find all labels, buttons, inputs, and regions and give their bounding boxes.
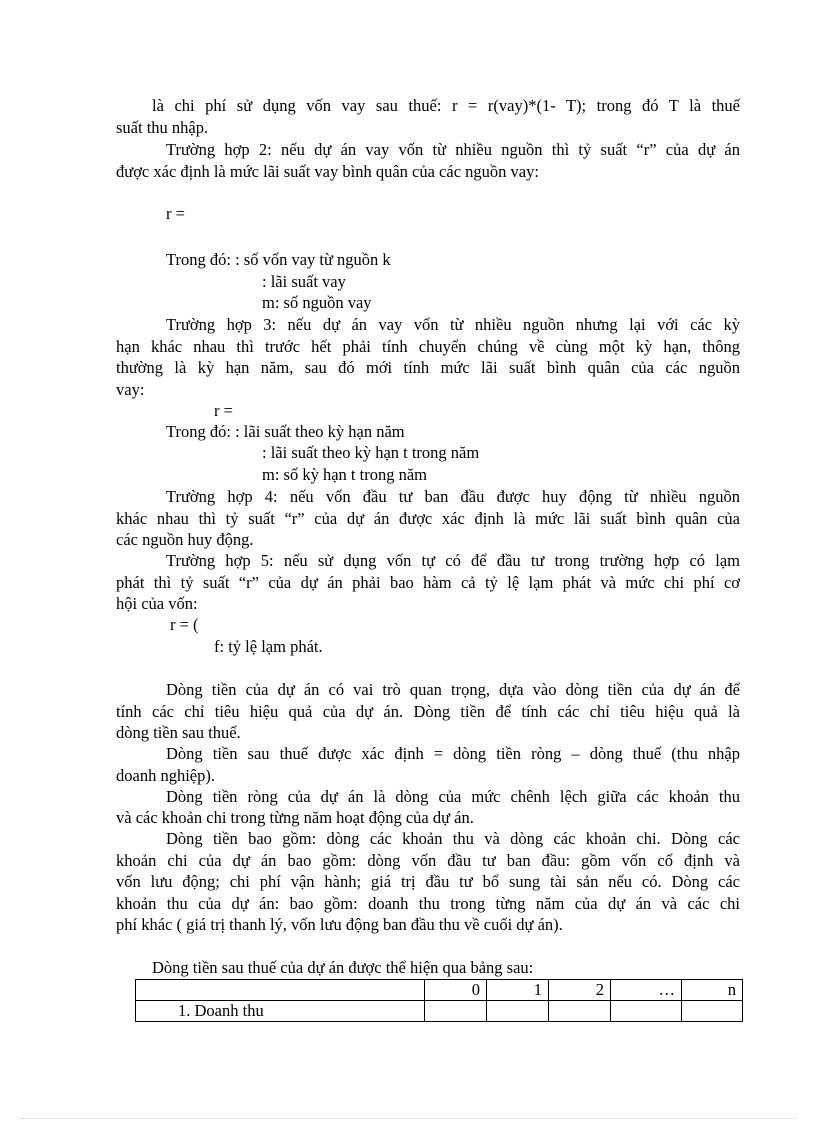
- definition-line: m: số kỳ hạn t trong năm: [262, 465, 427, 484]
- paragraph-line: Dòng tiền bao gồm: dòng các khoản thu và dòng các khoản chi. Dòng các: [166, 829, 740, 848]
- table-row: [136, 1001, 743, 1022]
- paragraph-line: khoản thu của dự án: bao gồm: doanh thu trong từng năm của dự án và các chi: [116, 894, 740, 913]
- paragraph-line: được xác định là mức lãi suất vay bình quân của các nguồn vay:: [116, 162, 539, 181]
- paragraph-line: khác nhau thì tỷ suất “r” của dự án được xác định là mức lãi suất bình quân của: [116, 509, 740, 528]
- definition-line: f: tỷ lệ lạm phát.: [214, 637, 323, 656]
- table-cell: [611, 1001, 682, 1022]
- table-header-cell: 0: [425, 980, 487, 1001]
- paragraph-line: suất thu nhập.: [116, 118, 209, 137]
- paragraph-line: Dòng tiền ròng của dự án là dòng của mức chênh lệch giữa các khoản thu: [166, 787, 740, 806]
- formula-line: r = (: [170, 615, 199, 634]
- formula-line: r =: [166, 204, 185, 223]
- paragraph-line: vay:: [116, 380, 145, 399]
- table-header-row: [136, 980, 743, 1001]
- table-cell: [487, 1001, 549, 1022]
- paragraph-line: vốn lưu động; chi phí vận hành; giá trị đầu tư bổ sung tài sản nếu có. Dòng các: [116, 872, 740, 891]
- paragraph-line: dòng tiền sau thuế.: [116, 723, 241, 742]
- table-cell: [549, 1001, 611, 1022]
- formula-line: r =: [214, 401, 233, 420]
- definition-line: Trong đó: : số vốn vay từ nguồn k: [166, 250, 391, 269]
- table-cell: [425, 1001, 487, 1022]
- table-header-cell: …: [611, 980, 682, 1001]
- table-caption: Dòng tiền sau thuế của dự án được thể hiện qua bảng sau:: [152, 958, 534, 977]
- paragraph-line: phí khác ( giá trị thanh lý, vốn lưu động ban đầu thu về cuối dự án).: [116, 915, 563, 934]
- paragraph-line: doanh nghiệp).: [116, 766, 215, 785]
- paragraph-line: hội của vốn:: [116, 594, 198, 613]
- paragraph-line: Trường hợp 3: nếu dự án vay vốn từ nhiều nguồn nhưng lại với các kỳ: [166, 315, 740, 334]
- definition-line: m: số nguồn vay: [262, 293, 372, 312]
- paragraph-line: khoản chi của dự án bao gồm: dòng vốn đầu tư ban đầu: gồm vốn cố định và: [116, 851, 740, 870]
- table-cell: [682, 1001, 743, 1022]
- paragraph-line: hạn khác nhau thì trước hết phải tính chuyển chúng về cùng một kỳ hạn, thông: [116, 337, 740, 356]
- paragraph-line: là chi phí sử dụng vốn vay sau thuế: r = r(vay)*(1- T); trong đó T là thuế: [152, 96, 740, 115]
- definition-line: Trong đó: : lãi suất theo kỳ hạn năm: [166, 422, 405, 441]
- paragraph-line: các nguồn huy động.: [116, 530, 254, 549]
- paragraph-line: Dòng tiền của dự án có vai trò quan trọng, dựa vào dòng tiền của dự án để: [166, 680, 740, 699]
- table-header-cell: 2: [549, 980, 611, 1001]
- paragraph-line: Trường hợp 2: nếu dự án vay vốn từ nhiều nguồn thì tỷ suất “r” của dự án: [166, 140, 740, 159]
- paragraph-line: phát thì tỷ suất “r” của dự án phải bao hàm cả tỷ lệ lạm phát và mức chi phí cơ: [116, 573, 740, 592]
- definition-line: : lãi suất theo kỳ hạn t trong năm: [262, 443, 480, 462]
- paragraph-line: và các khoản chi trong từng năm hoạt động của dự án.: [116, 808, 474, 827]
- table-cell: 1. Doanh thu: [136, 1001, 425, 1022]
- paragraph-line: Trường hợp 5: nếu sử dụng vốn tự có để đầu tư trong trường hợp có lạm: [166, 551, 740, 570]
- paragraph-line: thường là kỳ hạn năm, sau đó mới tính mức lãi suất bình quân của các nguồn: [116, 358, 740, 377]
- table-header-cell: [136, 980, 425, 1001]
- table-header-cell: n: [682, 980, 743, 1001]
- paragraph-line: Trường hợp 4: nếu vốn đầu tư ban đầu được huy động từ nhiều nguồn: [166, 487, 740, 506]
- paragraph-line: tính các chỉ tiêu hiệu quả của dự án. Dòng tiền để tính các chỉ tiêu hiệu quả là: [116, 702, 740, 721]
- paragraph-line: Dòng tiền sau thuế được xác định = dòng tiền ròng – dòng thuế (thu nhập: [166, 744, 740, 763]
- definition-line: : lãi suất vay: [262, 272, 346, 291]
- table-header-cell: 1: [487, 980, 549, 1001]
- cash-flow-table: [135, 979, 743, 1022]
- page-bottom-border: [20, 1118, 796, 1119]
